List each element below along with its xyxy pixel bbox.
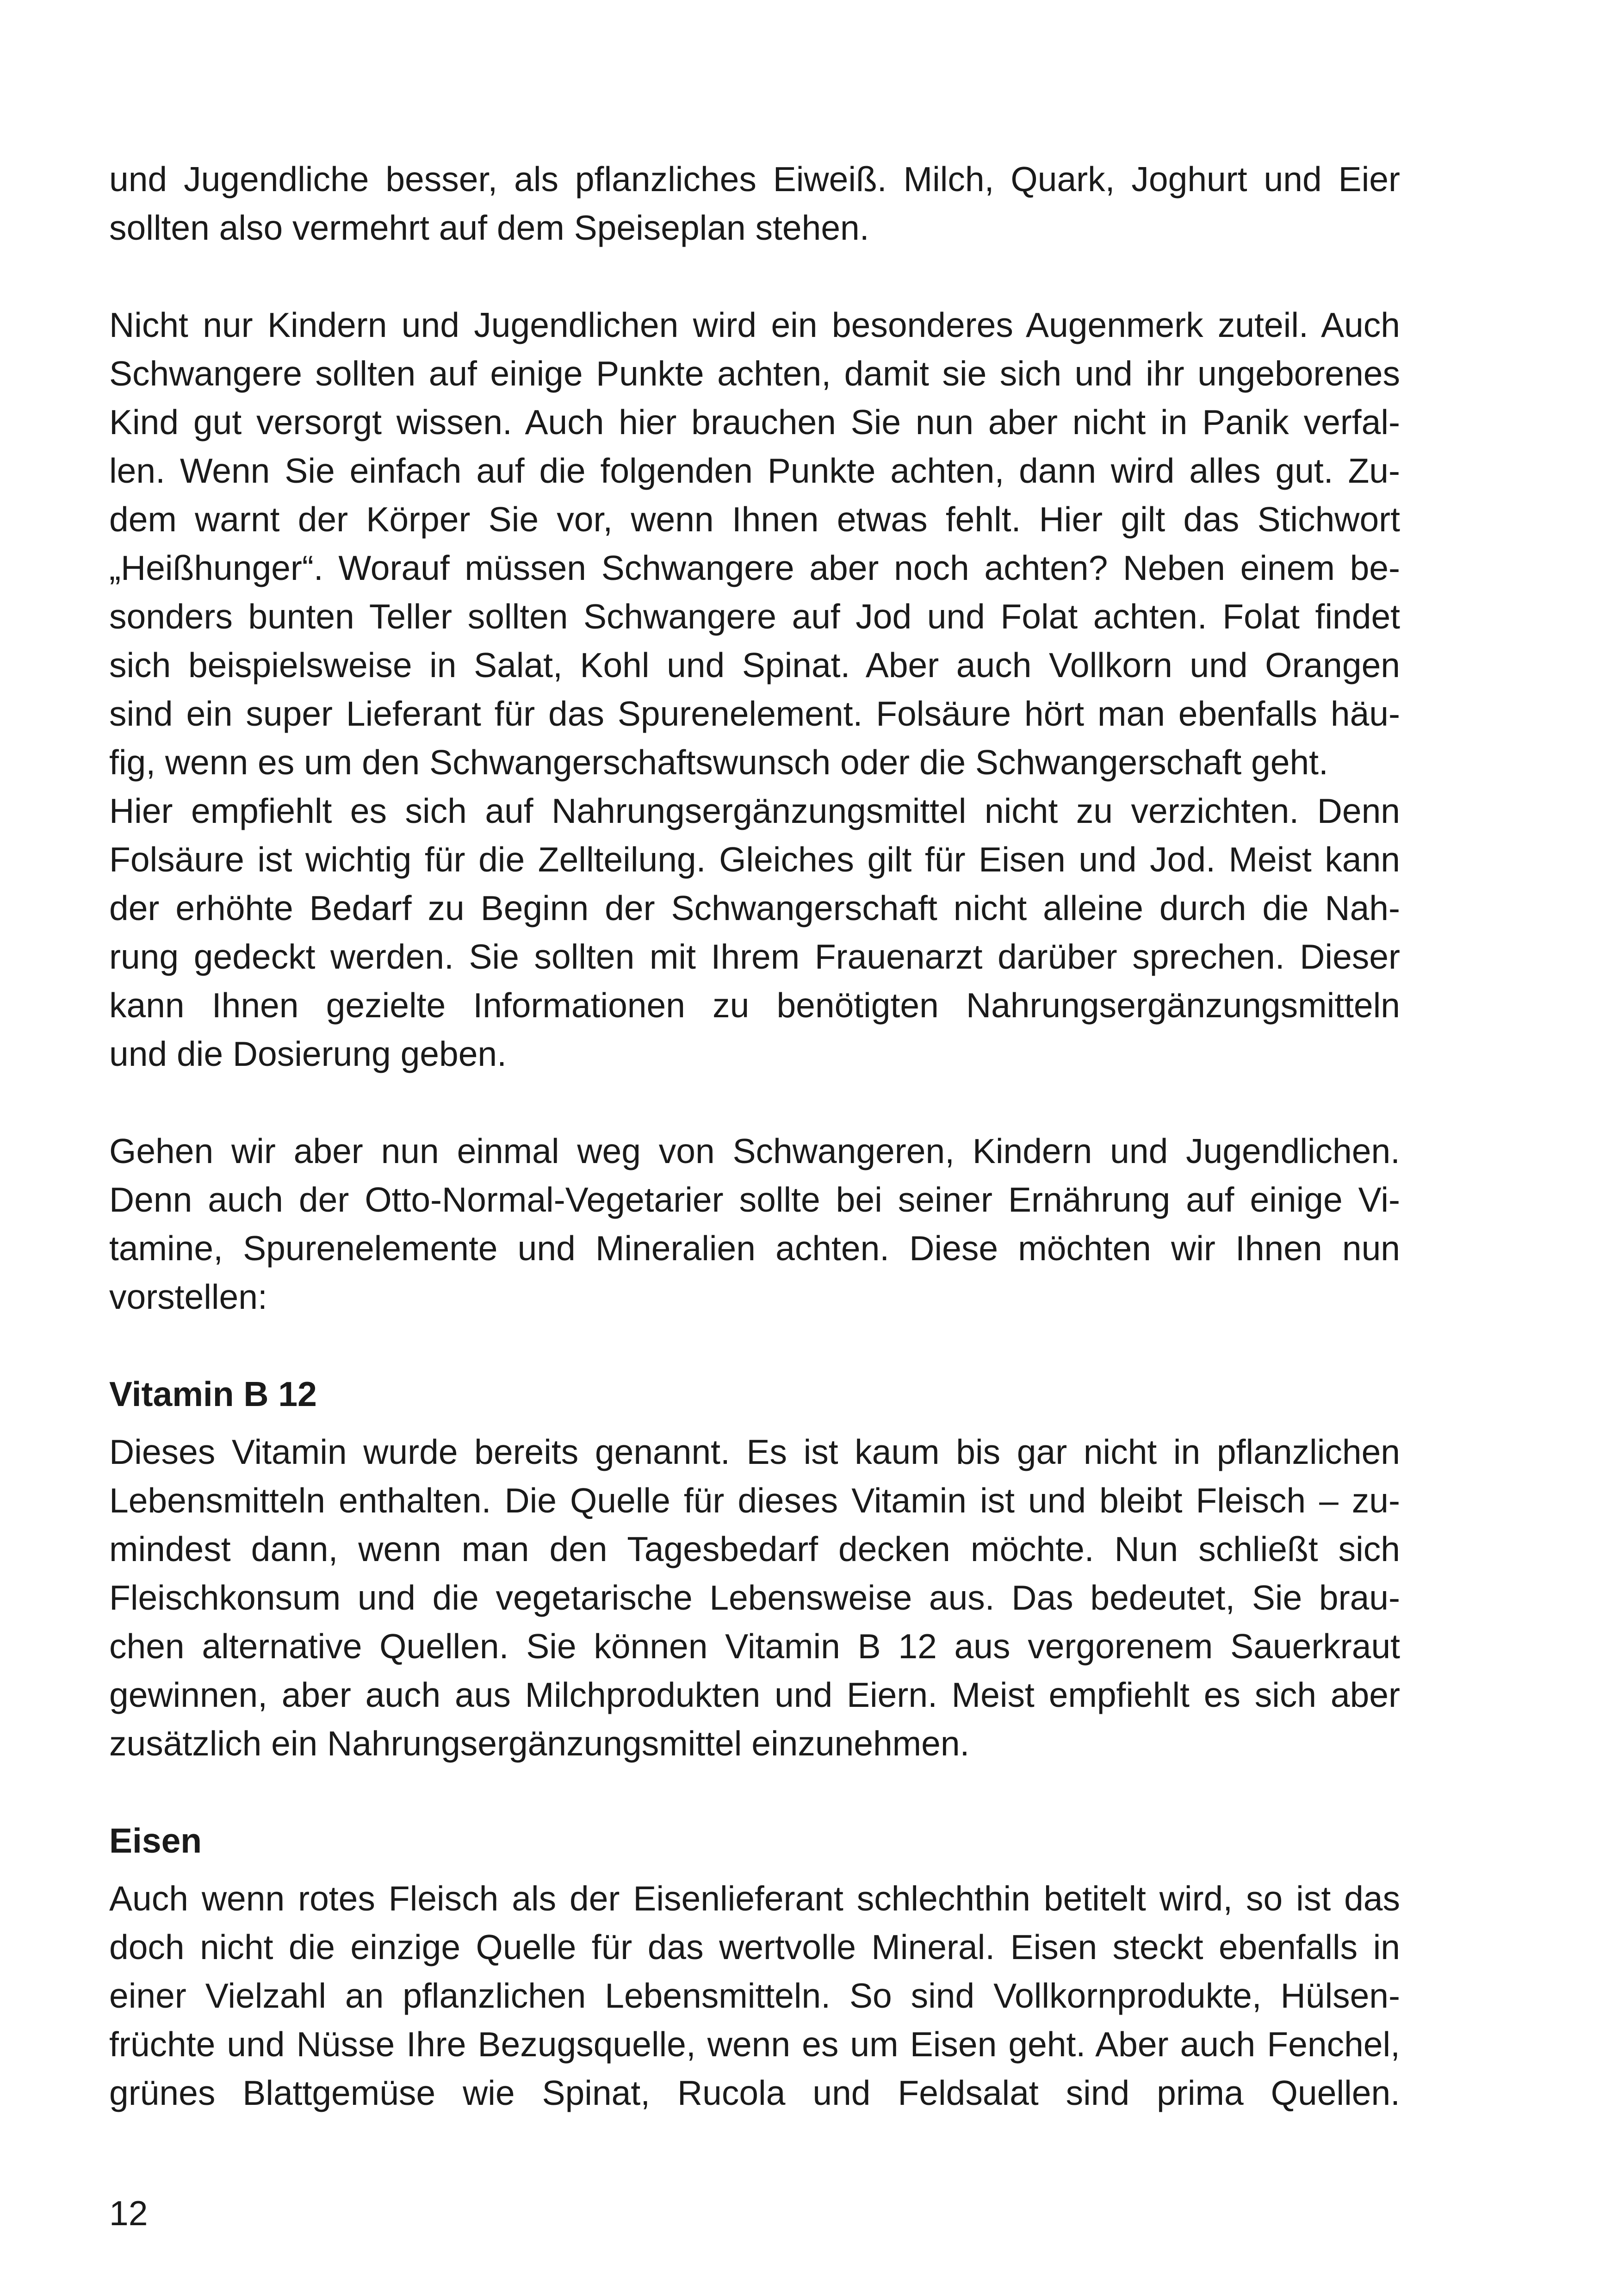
text-line: Auch wenn rotes Fleisch als der Eisenlieferant schlechthin betitelt wird, so ist das	[109, 1879, 1400, 1918]
text-line: Dieses Vitamin wurde bereits genannt. Es ist kaum bis gar nicht in pflanzlichen	[109, 1432, 1400, 1471]
section-heading: Vitamin B 12	[109, 1375, 317, 1413]
text-line: Schwangere sollten auf einige Punkte achten, damit sie sich und ihr ungeborenes	[109, 354, 1400, 393]
text-line: dem warnt der Körper Sie vor, wenn Ihnen etwas fehlt. Hier gilt das Stichwort	[109, 500, 1400, 539]
text-line: len. Wenn Sie einfach auf die folgenden Punkte achten, dann wird alles gut. Zu-	[109, 451, 1400, 490]
text-line: und die Dosierung geben.	[109, 1034, 507, 1073]
text-line: sind ein super Lieferant für das Spurenelement. Folsäure hört man ebenfalls häu-	[109, 694, 1400, 733]
text-line: tamine, Spurenelemente und Mineralien achten. Diese möchten wir Ihnen nun	[109, 1229, 1400, 1268]
text-line: Folsäure ist wichtig für die Zellteilung. Gleiches gilt für Eisen und Jod. Meist kann	[109, 840, 1400, 879]
text-line: Kind gut versorgt wissen. Auch hier brauchen Sie nun aber nicht in Panik verfal-	[109, 403, 1400, 442]
paragraph-gap	[109, 1768, 1400, 1817]
text-line: mindest dann, wenn man den Tagesbedarf decken möchte. Nun schließt sich	[109, 1530, 1400, 1568]
section-eisen	[109, 1817, 1400, 2117]
text-line: der erhöhte Bedarf zu Beginn der Schwangerschaft nicht alleine durch die Nah-	[109, 889, 1400, 927]
text-line: Lebensmitteln enthalten. Die Quelle für dieses Vitamin ist und bleibt Fleisch – zu-	[109, 1481, 1400, 1520]
text-line: Nicht nur Kindern und Jugendlichen wird ein besonderes Augenmerk zuteil. Auch	[109, 305, 1400, 344]
text-line: sich beispielsweise in Salat, Kohl und Spinat. Aber auch Vollkorn und Orangen	[109, 646, 1400, 684]
paragraph	[109, 155, 1400, 252]
text-line: zusätzlich ein Nahrungsergänzungsmittel einzunehmen.	[109, 1724, 970, 1763]
text-line: kann Ihnen gezielte Informationen zu benötigten Nahrungsergänzungsmitteln	[109, 986, 1400, 1025]
paragraph-gap	[109, 1078, 1400, 1127]
section-vitamin-b12	[109, 1370, 1400, 1768]
text-line: sollten also vermehrt auf dem Speiseplan stehen.	[109, 208, 869, 247]
text-line: Hier empfiehlt es sich auf Nahrungsergänzungsmittel nicht zu verzichten. Denn	[109, 791, 1400, 830]
text-line: „Heißhunger“. Worauf müssen Schwangere aber noch achten? Neben einem be-	[109, 548, 1400, 587]
paragraph	[109, 1127, 1400, 1321]
page-body	[109, 155, 1400, 2117]
paragraph-gap	[109, 252, 1400, 301]
text-line: früchte und Nüsse Ihre Bezugsquelle, wenn es um Eisen geht. Aber auch Fenchel,	[109, 2025, 1400, 2064]
text-line: gewinnen, aber auch aus Milchprodukten und Eiern. Meist empfiehlt es sich aber	[109, 1675, 1400, 1714]
text-line: rung gedeckt werden. Sie sollten mit Ihrem Frauenarzt darüber sprechen. Dieser	[109, 937, 1400, 976]
text-line: vorstellen:	[109, 1277, 267, 1316]
text-line: und Jugendliche besser, als pflanzliches Eiweiß. Milch, Quark, Joghurt und Eier	[109, 160, 1400, 199]
text-line: Gehen wir aber nun einmal weg von Schwangeren, Kindern und Jugendlichen.	[109, 1132, 1400, 1170]
text-line: Fleischkonsum und die vegetarische Lebensweise aus. Das bedeutet, Sie brau-	[109, 1578, 1400, 1617]
text-line: fig, wenn es um den Schwangerschaftswunsch oder die Schwangerschaft geht.	[109, 743, 1328, 782]
text-line: grünes Blattgemüse wie Spinat, Rucola und Feldsalat sind prima Quellen.	[109, 2073, 1400, 2112]
text-line: chen alternative Quellen. Sie können Vitamin B 12 aus vergorenem Sauerkraut	[109, 1627, 1400, 1666]
text-line: einer Vielzahl an pflanzlichen Lebensmitteln. So sind Vollkornprodukte, Hülsen-	[109, 1976, 1400, 2015]
paragraph-gap	[109, 1321, 1400, 1370]
page-number: 12	[109, 2194, 148, 2233]
paragraph	[109, 301, 1400, 1078]
section-heading: Eisen	[109, 1821, 202, 1860]
text-line: doch nicht die einzige Quelle für das wertvolle Mineral. Eisen steckt ebenfalls in	[109, 1928, 1400, 1966]
text-line: sonders bunten Teller sollten Schwangere auf Jod und Folat achten. Folat findet	[109, 597, 1400, 636]
text-line: Denn auch der Otto-Normal-Vegetarier sollte bei seiner Ernährung auf einige Vi-	[109, 1180, 1400, 1219]
